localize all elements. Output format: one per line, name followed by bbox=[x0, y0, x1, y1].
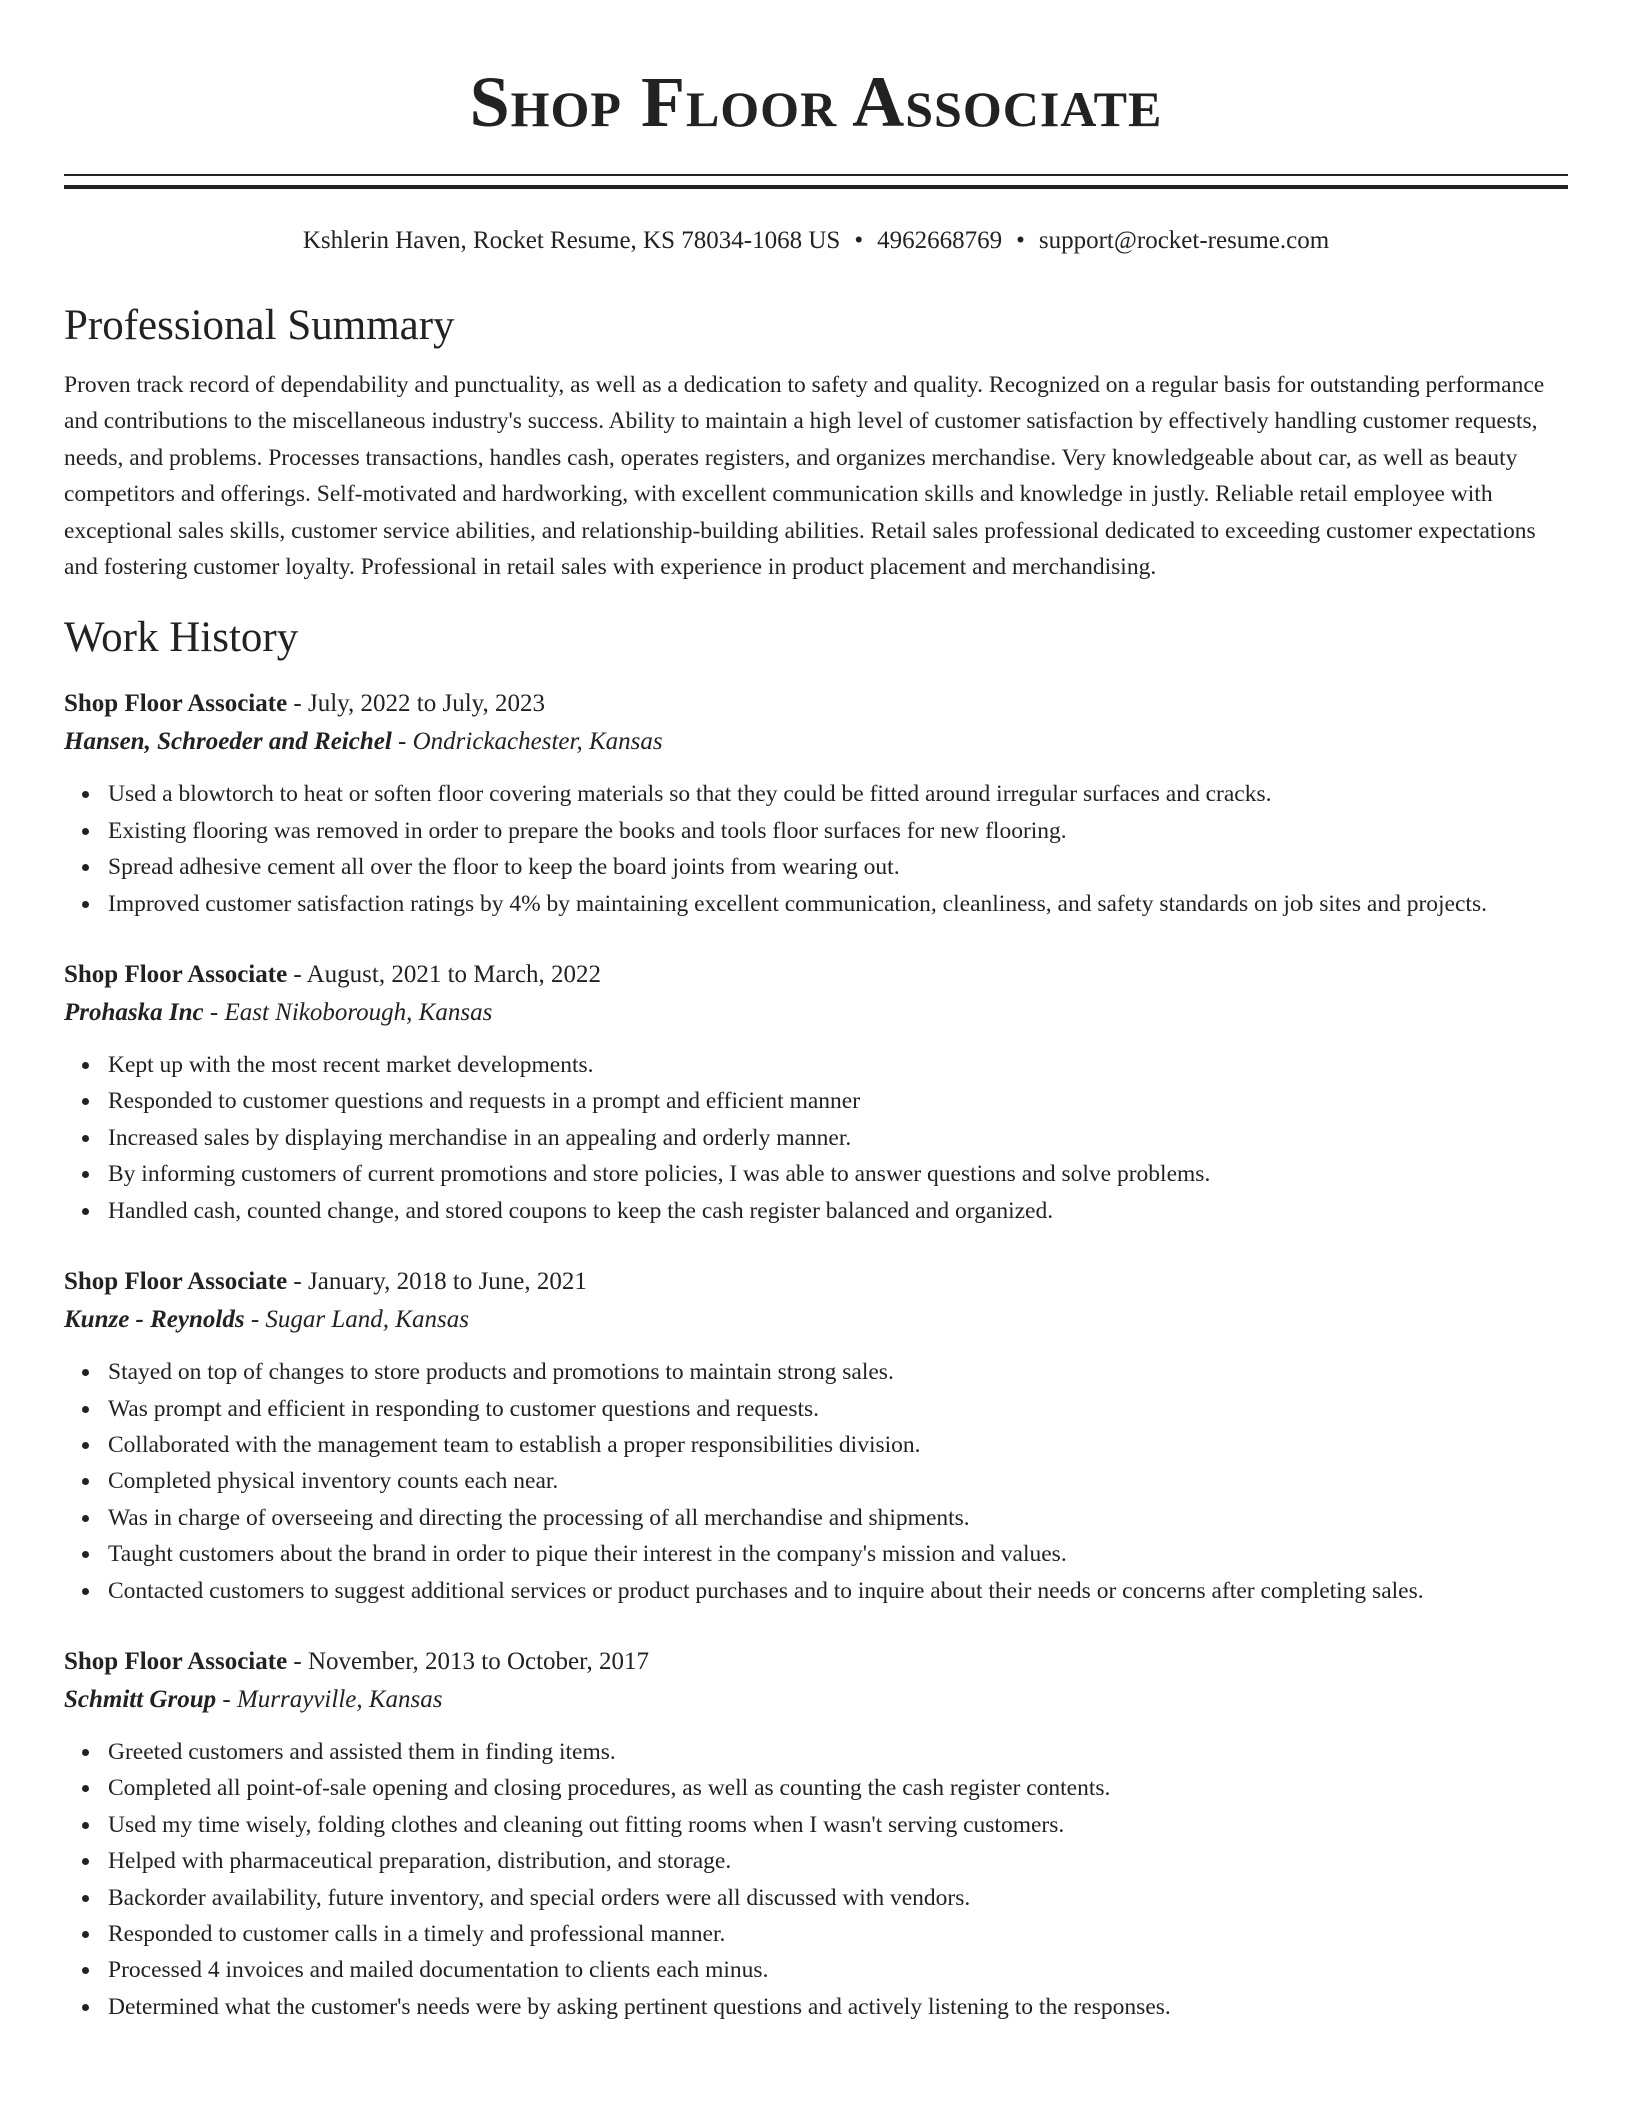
work-history-list bbox=[64, 685, 1568, 2025]
job-dates: August, 2021 to March, 2022 bbox=[306, 961, 602, 989]
job-bullet: Taught customers about the brand in order to pique their interest in the company's mission and values. bbox=[108, 1536, 1568, 1572]
work-history-heading: Work History bbox=[64, 614, 299, 662]
job-bullet: Increased sales by displaying merchandise in an appealing and orderly manner. bbox=[108, 1120, 1568, 1156]
job-dates: July, 2022 to July, 2023 bbox=[308, 690, 546, 718]
job-bullet: Existing flooring was removed in order to prepare the books and tools floor surfaces for new flooring. bbox=[108, 813, 1568, 849]
job-bullet: Completed all point-of-sale opening and closing procedures, as well as counting the cash register contents. bbox=[108, 1770, 1568, 1806]
job-bullet: Greeted customers and assisted them in finding items. bbox=[108, 1734, 1568, 1770]
job-entry bbox=[64, 956, 1568, 1229]
company-name: Hansen, Schroeder and Reichel bbox=[64, 728, 392, 756]
company-line bbox=[64, 1301, 1568, 1339]
job-dates: November, 2013 to October, 2017 bbox=[308, 1647, 649, 1675]
job-bullet: Used a blowtorch to heat or soften floor covering materials so that they could be fitted around irregular surfaces and cracks. bbox=[108, 776, 1568, 812]
job-bullet: Helped with pharmaceutical preparation, distribution, and storage. bbox=[108, 1843, 1568, 1879]
contact-line bbox=[64, 225, 1568, 257]
company-dash: - bbox=[391, 728, 413, 756]
contact-separator: • bbox=[1016, 227, 1025, 254]
company-name: Schmitt Group bbox=[64, 1685, 217, 1713]
job-title: Shop Floor Associate bbox=[64, 961, 288, 989]
job-bullet: Determined what the customer's needs were by asking pertinent questions and actively listening to the responses. bbox=[108, 1989, 1568, 2025]
job-bullets bbox=[64, 1047, 1568, 1229]
summary-heading: Professional Summary bbox=[64, 302, 455, 349]
company-dash: - bbox=[216, 1685, 237, 1713]
company-name: Kunze - Reynolds bbox=[64, 1306, 245, 1334]
contact-separator: • bbox=[854, 227, 864, 254]
job-bullet: Completed physical inventory counts each near. bbox=[108, 1463, 1568, 1499]
job-dates: January, 2018 to June, 2021 bbox=[308, 1268, 587, 1296]
job-bullet: Responded to customer questions and requests in a prompt and efficient manner bbox=[108, 1083, 1568, 1119]
company-line bbox=[64, 723, 1568, 761]
company-location: Murrayville, Kansas bbox=[236, 1685, 443, 1713]
title-divider bbox=[64, 174, 1568, 189]
company-dash: - bbox=[203, 999, 225, 1027]
job-title-line bbox=[64, 1263, 1568, 1301]
contact-phone: 4962668769 bbox=[877, 227, 1003, 254]
job-bullet: Responded to customer calls in a timely and professional manner. bbox=[108, 1916, 1568, 1952]
job-bullets bbox=[64, 1734, 1568, 2025]
contact-address: Kshlerin Haven, Rocket Resume, KS 78034-1068 US bbox=[302, 227, 841, 254]
job-bullet: By informing customers of current promotions and store policies, I was able to answer questions and solve problems. bbox=[108, 1156, 1568, 1192]
job-dash: - bbox=[287, 690, 308, 718]
job-entry bbox=[64, 685, 1568, 922]
job-bullets bbox=[64, 776, 1568, 922]
job-bullet: Processed 4 invoices and mailed documentation to clients each minus. bbox=[108, 1952, 1568, 1988]
company-name: Prohaska Inc bbox=[64, 999, 204, 1027]
job-bullet: Improved customer satisfaction ratings by 4% by maintaining excellent communication, cleanliness, and safety standards on job sites and projects. bbox=[108, 886, 1568, 922]
resume-title: Shop Floor Associate bbox=[469, 62, 1163, 142]
job-bullet: Collaborated with the management team to establish a proper responsibilities division. bbox=[108, 1427, 1568, 1463]
company-line bbox=[64, 994, 1568, 1032]
contact-email: support@rocket-resume.com bbox=[1038, 227, 1330, 254]
job-bullet: Stayed on top of changes to store products and promotions to maintain strong sales. bbox=[108, 1354, 1568, 1390]
job-bullet: Handled cash, counted change, and stored coupons to keep the cash register balanced and organized. bbox=[108, 1193, 1568, 1229]
job-title: Shop Floor Associate bbox=[64, 690, 288, 718]
job-bullet: Was prompt and efficient in responding to customer questions and requests. bbox=[108, 1391, 1568, 1427]
job-bullet: Contacted customers to suggest additional services or product purchases and to inquire about their needs or concerns after completing sales. bbox=[108, 1573, 1568, 1609]
job-title: Shop Floor Associate bbox=[64, 1268, 288, 1296]
job-dash: - bbox=[287, 1647, 308, 1675]
summary-text: Proven track record of dependability and punctuality, as well as a dedication to safety and quality. Recognized on a regular basis for outstanding performance and contributions to the miscellaneous industry's success. Ability to maintain a high level of customer satisfaction by effectively handling customer requests, needs, and problems. Processes transactions, handles cash, operates registers, and organizes merchandise. Very knowledgeable about car, as well as beauty competitors and offerings. Self-motivated and hardworking, with excellent communication skills and knowledge in justly. Reliable retail employee with exceptional sales skills, customer service abilities, and relationship-building abilities. Retail sales professional dedicated to exceeding customer expectations and fostering customer loyalty. Professional in retail sales with experience in product placement and merchandising. bbox=[64, 372, 1545, 581]
job-title-line bbox=[64, 956, 1568, 994]
job-bullet: Spread adhesive cement all over the floor to keep the board joints from wearing out. bbox=[108, 849, 1568, 885]
job-dash: - bbox=[287, 1268, 308, 1296]
job-bullet: Backorder availability, future inventory, and special orders were all discussed with vendors. bbox=[108, 1880, 1568, 1916]
job-bullet: Kept up with the most recent market developments. bbox=[108, 1047, 1568, 1083]
company-line bbox=[64, 1681, 1568, 1719]
company-location: East Nikoborough, Kansas bbox=[224, 999, 493, 1027]
job-title-line bbox=[64, 1643, 1568, 1681]
job-bullet: Was in charge of overseeing and directing the processing of all merchandise and shipments. bbox=[108, 1500, 1568, 1536]
job-bullet: Used my time wisely, folding clothes and cleaning out fitting rooms when I wasn't serving customers. bbox=[108, 1807, 1568, 1843]
company-location: Sugar Land, Kansas bbox=[265, 1306, 469, 1334]
job-title-line bbox=[64, 685, 1568, 723]
company-dash: - bbox=[244, 1306, 266, 1334]
company-location: Ondrickachester, Kansas bbox=[412, 728, 663, 756]
job-bullets bbox=[64, 1354, 1568, 1609]
job-title: Shop Floor Associate bbox=[64, 1647, 288, 1675]
job-dash: - bbox=[287, 961, 307, 989]
job-entry bbox=[64, 1643, 1568, 2025]
job-entry bbox=[64, 1263, 1568, 1609]
